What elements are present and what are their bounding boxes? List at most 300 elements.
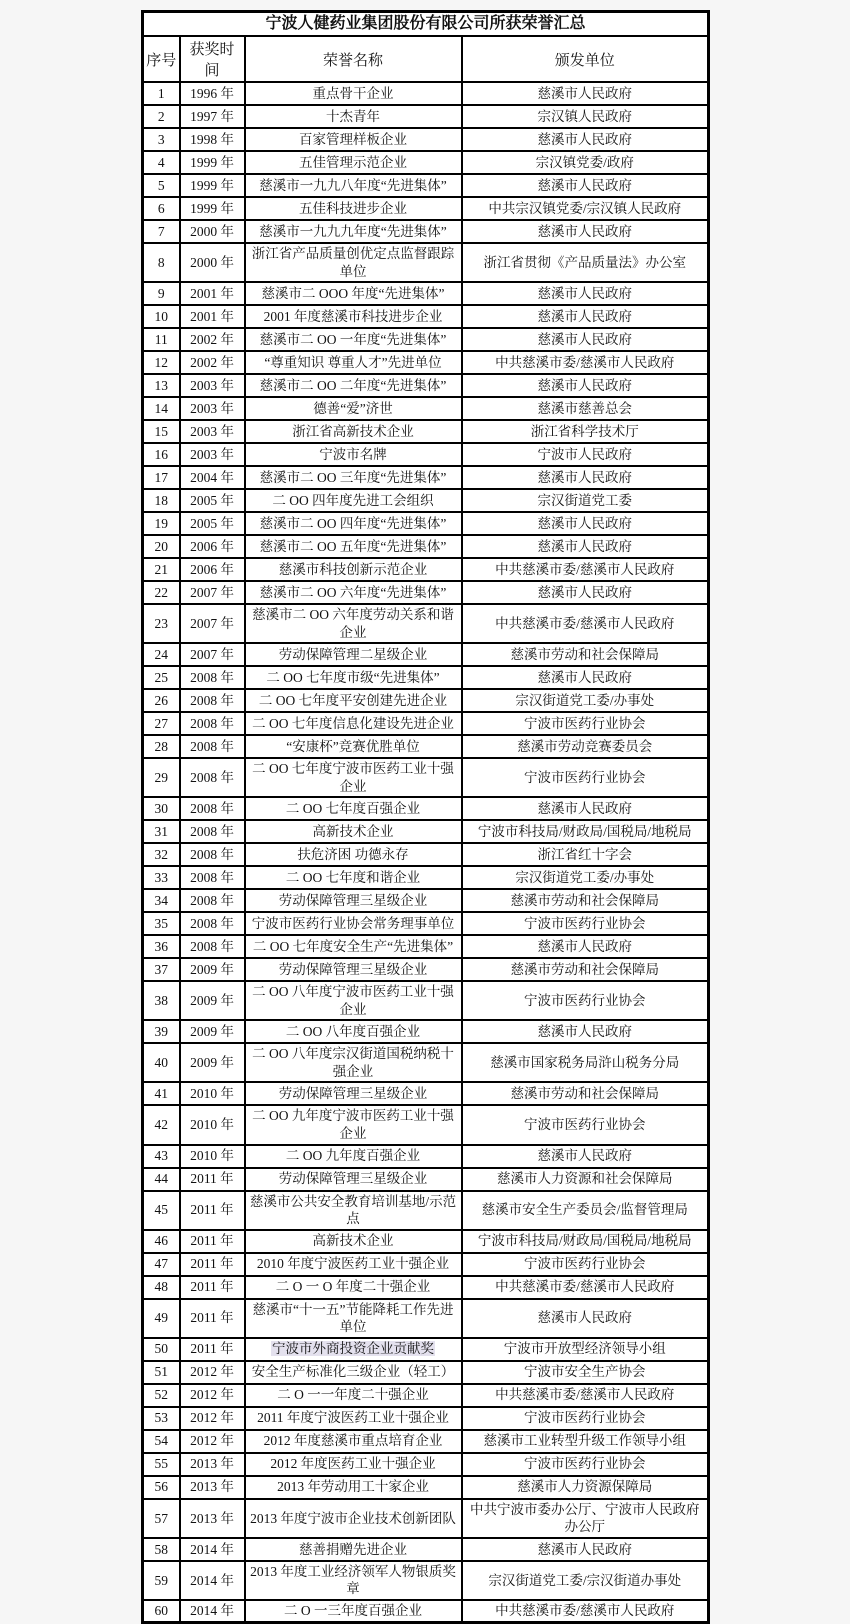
row-number-text: 30 xyxy=(154,801,168,816)
award-year-cell xyxy=(180,1538,245,1561)
issuer-cell xyxy=(462,1276,709,1299)
row-number-cell xyxy=(143,443,180,466)
table-row xyxy=(143,1043,709,1082)
issuer-cell xyxy=(462,282,709,305)
row-number-text: 15 xyxy=(154,423,168,439)
award-year-text: 2002 年 xyxy=(190,331,234,347)
honor-name-cell xyxy=(245,397,462,420)
row-number-cell xyxy=(143,174,180,197)
issuer-cell xyxy=(462,174,709,197)
table-row xyxy=(143,935,709,958)
row-number-text: 20 xyxy=(154,538,168,554)
table-row xyxy=(143,1561,709,1600)
honor-name-text: 劳动保障管理三星级企业 xyxy=(278,1086,428,1102)
award-year-cell xyxy=(180,1299,245,1338)
table-row xyxy=(143,666,709,689)
table-row xyxy=(143,489,709,512)
honor-name-text: 二 OO 七年度百强企业 xyxy=(285,801,421,816)
award-year-cell xyxy=(180,866,245,889)
honor-name-text: 劳动保障管理三星级企业 xyxy=(278,893,428,908)
row-number-text: 8 xyxy=(157,254,165,270)
issuer-text: 宁波市科技局/财政局/国税局/地税局 xyxy=(477,824,692,839)
award-year-cell xyxy=(180,1499,245,1538)
award-year-text: 2008 年 xyxy=(190,669,234,685)
issuer-cell xyxy=(462,1020,709,1043)
issuer-text: 慈溪市慈善总会 xyxy=(537,400,632,416)
honor-name-cell xyxy=(245,1538,462,1561)
issuer-cell xyxy=(462,1430,709,1453)
issuer-text: 慈溪市人民政府 xyxy=(537,285,632,301)
issuer-cell xyxy=(462,1168,709,1191)
award-year-cell xyxy=(180,981,245,1020)
issuer-text: 慈溪市人民政府 xyxy=(537,939,632,954)
issuer-cell xyxy=(462,1407,709,1430)
award-year-text: 1999 年 xyxy=(190,200,234,216)
award-year-text: 2014 年 xyxy=(190,1572,234,1588)
row-number-text: 16 xyxy=(154,446,168,462)
issuer-text: 中共慈溪市委/慈溪市人民政府 xyxy=(495,561,675,577)
issuer-text: 慈溪市人民政府 xyxy=(537,131,632,147)
column-header-honor: 荣誉名称 xyxy=(245,36,462,82)
issuer-cell xyxy=(462,243,709,282)
issuer-text: 慈溪市劳动和社会保障局 xyxy=(510,893,659,908)
row-number-cell xyxy=(143,1105,180,1144)
row-number-text: 45 xyxy=(154,1202,168,1218)
honor-name-text: “安康杯”竞赛优胜单位 xyxy=(286,738,420,754)
row-number-text: 14 xyxy=(154,400,168,416)
honor-name-text: 百家管理样板企业 xyxy=(299,131,407,147)
award-year-text: 2011 年 xyxy=(190,1341,234,1357)
honor-name-text: 宁波市医药行业协会常务理事单位 xyxy=(251,916,455,931)
honor-name-text: 德善“爱”济世 xyxy=(313,400,393,416)
issuer-text: 慈溪市劳动竞赛委员会 xyxy=(517,738,653,754)
table-row xyxy=(143,512,709,535)
table-row xyxy=(143,535,709,558)
honor-name-cell xyxy=(245,1361,462,1384)
issuer-text: 慈溪市劳动和社会保障局 xyxy=(510,1086,659,1102)
table-row xyxy=(143,351,709,374)
award-year-text: 2011 年 xyxy=(190,1202,234,1218)
row-number-cell xyxy=(143,1561,180,1600)
honor-name-cell xyxy=(245,1299,462,1338)
award-year-text: 2005 年 xyxy=(190,492,234,508)
award-year-text: 2008 年 xyxy=(190,824,234,839)
table-row xyxy=(143,151,709,174)
honor-name-cell xyxy=(245,1600,462,1623)
honor-name-cell xyxy=(245,282,462,305)
issuer-cell xyxy=(462,643,709,666)
issuer-cell xyxy=(462,351,709,374)
honor-name-cell xyxy=(245,1407,462,1430)
table-row xyxy=(143,1145,709,1168)
issuer-text: 宗汉街道党工委/宗汉街道办事处 xyxy=(488,1572,682,1588)
award-year-text: 2013 年 xyxy=(190,1479,234,1495)
honor-name-cell xyxy=(245,558,462,581)
row-number-text: 25 xyxy=(154,669,168,685)
row-number-cell xyxy=(143,820,180,843)
row-number-cell xyxy=(143,128,180,151)
honor-name-cell xyxy=(245,1561,462,1600)
award-year-cell xyxy=(180,666,245,689)
honor-name-text: 慈溪市一九九九年度“先进集体” xyxy=(259,223,447,239)
issuer-text: 慈溪市工业转型升级工作领导小组 xyxy=(483,1433,686,1449)
award-year-cell xyxy=(180,351,245,374)
honor-name-cell xyxy=(245,797,462,820)
row-number-text: 11 xyxy=(154,331,168,347)
award-year-text: 2008 年 xyxy=(190,870,234,885)
award-year-cell xyxy=(180,1253,245,1276)
row-number-cell xyxy=(143,1453,180,1476)
issuer-cell xyxy=(462,1600,709,1623)
row-number-text: 49 xyxy=(154,1310,168,1326)
honor-name-text: 2013 年度宁波市企业技术创新团队 xyxy=(250,1510,456,1526)
table-row xyxy=(143,466,709,489)
award-year-text: 2004 年 xyxy=(190,469,234,485)
issuer-cell xyxy=(462,1338,709,1361)
award-year-cell xyxy=(180,397,245,420)
issuer-cell xyxy=(462,604,709,643)
issuer-cell xyxy=(462,1499,709,1538)
honor-name-text: 宁波市名牌 xyxy=(319,446,387,462)
honor-name-cell xyxy=(245,735,462,758)
honor-name-text: 二 OO 七年度信息化建设先进企业 xyxy=(252,715,454,731)
award-year-cell xyxy=(180,912,245,935)
row-number-cell xyxy=(143,1082,180,1105)
honor-name-cell xyxy=(245,1253,462,1276)
honor-name-text: 慈溪市二 OOO 年度“先进集体” xyxy=(261,285,445,301)
issuer-text: 宁波市安全生产协会 xyxy=(524,1364,646,1380)
issuer-text: 慈溪市人民政府 xyxy=(537,85,632,101)
honor-name-cell xyxy=(245,912,462,935)
table-row xyxy=(143,643,709,666)
row-number-cell xyxy=(143,374,180,397)
award-year-text: 2012 年 xyxy=(190,1410,234,1426)
row-number-text: 34 xyxy=(154,893,168,908)
award-year-cell xyxy=(180,512,245,535)
honor-name-cell xyxy=(245,535,462,558)
table-row xyxy=(143,1168,709,1191)
issuer-cell xyxy=(462,489,709,512)
award-year-cell xyxy=(180,643,245,666)
honor-name-cell xyxy=(245,689,462,712)
table-row xyxy=(143,1430,709,1453)
award-year-cell xyxy=(180,1145,245,1168)
issuer-text: 宁波市医药行业协会 xyxy=(524,1117,646,1133)
issuer-text: 慈溪市人力资源保障局 xyxy=(517,1479,653,1495)
issuer-cell xyxy=(462,1230,709,1253)
award-year-cell xyxy=(180,735,245,758)
award-year-cell xyxy=(180,1338,245,1361)
honor-name-text: 慈溪市一九九八年度“先进集体” xyxy=(259,177,447,193)
table-title: 宁波人健药业集团股份有限公司所获荣誉汇总 xyxy=(143,12,709,37)
table-row xyxy=(143,558,709,581)
table-row xyxy=(143,282,709,305)
honor-name-cell xyxy=(245,1499,462,1538)
issuer-cell xyxy=(462,758,709,797)
award-year-text: 2012 年 xyxy=(190,1387,234,1403)
table-row xyxy=(143,735,709,758)
row-number-text: 57 xyxy=(154,1510,168,1526)
row-number-cell xyxy=(143,1191,180,1230)
award-year-cell xyxy=(180,889,245,912)
honor-name-cell xyxy=(245,328,462,351)
row-number-text: 7 xyxy=(157,223,165,239)
award-year-cell xyxy=(180,797,245,820)
award-year-cell xyxy=(180,1276,245,1299)
award-year-cell xyxy=(180,958,245,981)
table-row xyxy=(143,82,709,105)
award-year-text: 2008 年 xyxy=(190,738,234,754)
honor-name-text: 慈溪市科技创新示范企业 xyxy=(278,561,428,577)
table-row xyxy=(143,820,709,843)
issuer-text: 宁波市医药行业协会 xyxy=(524,1456,646,1472)
table-row xyxy=(143,758,709,797)
award-year-text: 2010 年 xyxy=(190,1117,234,1133)
award-year-text: 2009 年 xyxy=(190,1024,234,1040)
award-year-text: 1997 年 xyxy=(190,108,234,124)
row-number-cell xyxy=(143,282,180,305)
row-number-cell xyxy=(143,1230,180,1253)
award-year-cell xyxy=(180,197,245,220)
issuer-cell xyxy=(462,866,709,889)
row-number-cell xyxy=(143,1407,180,1430)
table-row xyxy=(143,443,709,466)
honor-name-cell xyxy=(245,243,462,282)
honor-name-cell xyxy=(245,1276,462,1299)
issuer-cell xyxy=(462,512,709,535)
honor-name-cell xyxy=(245,758,462,797)
issuer-text: 慈溪市安全生产委员会/监督管理局 xyxy=(481,1202,688,1218)
issuer-cell xyxy=(462,735,709,758)
award-year-cell xyxy=(180,558,245,581)
row-number-text: 1 xyxy=(157,85,165,101)
issuer-text: 宁波市医药行业协会 xyxy=(524,916,646,931)
table-row xyxy=(143,912,709,935)
honor-name-text: 劳动保障管理三星级企业 xyxy=(278,962,428,977)
row-number-text: 40 xyxy=(154,1055,168,1071)
honor-name-text: 二 OO 九年度百强企业 xyxy=(285,1148,421,1164)
honor-name-text: 重点骨干企业 xyxy=(312,85,394,101)
honor-name-text: 十杰青年 xyxy=(326,108,380,124)
issuer-text: 中共慈溪市委/慈溪市人民政府 xyxy=(495,1603,675,1619)
honor-name-text: 二 OO 七年度平安创建先进企业 xyxy=(258,692,448,708)
award-year-cell xyxy=(180,843,245,866)
issuer-text: 慈溪市人民政府 xyxy=(537,584,632,600)
honor-name-text: 五佳管理示范企业 xyxy=(299,154,407,170)
honor-name-text: 慈溪市二 OO 一年度“先进集体” xyxy=(259,331,447,347)
honor-name-cell xyxy=(245,712,462,735)
honor-name-text: “尊重知识 尊重人才”先进单位 xyxy=(264,354,442,370)
honor-name-text: 高新技术企业 xyxy=(312,824,394,839)
honor-name-text: 慈溪市二 OO 六年度“先进集体” xyxy=(259,584,447,600)
honor-name-text: 浙江省产品质量创优定点监督跟踪单位 xyxy=(251,246,455,279)
award-year-cell xyxy=(180,1020,245,1043)
table-row xyxy=(143,1276,709,1299)
row-number-text: 24 xyxy=(154,646,168,662)
issuer-text: 慈溪市劳动和社会保障局 xyxy=(510,962,659,977)
table-row xyxy=(143,843,709,866)
honor-name-text: 二 OO 九年度宁波市医药工业十强企业 xyxy=(252,1108,454,1142)
award-year-cell xyxy=(180,1082,245,1105)
issuer-text: 宁波市人民政府 xyxy=(537,446,632,462)
issuer-cell xyxy=(462,305,709,328)
honor-name-cell xyxy=(245,174,462,197)
award-year-cell xyxy=(180,243,245,282)
table-row xyxy=(143,374,709,397)
honor-name-cell xyxy=(245,1384,462,1407)
honor-name-text: 慈溪市二 OO 五年度“先进集体” xyxy=(259,538,447,554)
table-row xyxy=(143,1407,709,1430)
honor-name-text: 二 OO 七年度市级“先进集体” xyxy=(266,669,440,685)
issuer-cell xyxy=(462,912,709,935)
row-number-cell xyxy=(143,735,180,758)
issuer-cell xyxy=(462,843,709,866)
row-number-text: 28 xyxy=(154,738,168,754)
honor-name-cell xyxy=(245,820,462,843)
award-year-text: 2007 年 xyxy=(190,615,234,631)
honor-name-text: 2013 年度工业经济领军人物银质奖章 xyxy=(250,1563,456,1597)
honor-name-cell xyxy=(245,1145,462,1168)
row-number-cell xyxy=(143,797,180,820)
table-row xyxy=(143,889,709,912)
row-number-cell xyxy=(143,581,180,604)
row-number-text: 9 xyxy=(157,285,165,301)
issuer-text: 宁波市医药行业协会 xyxy=(524,715,646,731)
honor-name-cell xyxy=(245,1476,462,1499)
award-year-text: 2008 年 xyxy=(190,801,234,816)
honor-name-cell xyxy=(245,151,462,174)
honor-name-text: 扶危济困 功德永存 xyxy=(297,847,409,862)
row-number-cell xyxy=(143,958,180,981)
honor-name-text: 2010 年度宁波医药工业十强企业 xyxy=(256,1256,450,1272)
table-row xyxy=(143,1105,709,1144)
row-number-text: 10 xyxy=(154,308,168,324)
award-year-cell xyxy=(180,105,245,128)
issuer-text: 中共慈溪市委/慈溪市人民政府 xyxy=(495,1279,675,1295)
row-number-cell xyxy=(143,712,180,735)
row-number-text: 52 xyxy=(154,1387,168,1403)
issuer-text: 慈溪市人民政府 xyxy=(537,801,632,816)
award-year-text: 2008 年 xyxy=(190,893,234,908)
row-number-cell xyxy=(143,1168,180,1191)
award-year-cell xyxy=(180,1230,245,1253)
award-year-cell xyxy=(180,466,245,489)
row-number-cell xyxy=(143,604,180,643)
table-body xyxy=(143,82,709,1623)
award-year-text: 1999 年 xyxy=(190,177,234,193)
row-number-text: 32 xyxy=(154,847,168,862)
issuer-cell xyxy=(462,535,709,558)
table-row xyxy=(143,1230,709,1253)
row-number-cell xyxy=(143,489,180,512)
issuer-text: 浙江省科学技术厅 xyxy=(530,423,639,439)
column-header-issuer: 颁发单位 xyxy=(462,36,709,82)
award-year-text: 2009 年 xyxy=(190,962,234,977)
issuer-cell xyxy=(462,105,709,128)
award-year-cell xyxy=(180,282,245,305)
row-number-text: 48 xyxy=(154,1279,168,1295)
honors-table xyxy=(141,10,710,1624)
honor-name-cell xyxy=(245,666,462,689)
table-row xyxy=(143,958,709,981)
row-number-text: 12 xyxy=(154,354,168,370)
table-row xyxy=(143,1499,709,1538)
table-header-row xyxy=(143,36,709,82)
issuer-text: 宁波市医药行业协会 xyxy=(524,1256,646,1272)
award-year-cell xyxy=(180,1105,245,1144)
row-number-cell xyxy=(143,866,180,889)
issuer-text: 中共慈溪市委/慈溪市人民政府 xyxy=(495,354,675,370)
row-number-text: 4 xyxy=(157,154,165,170)
issuer-text: 慈溪市劳动和社会保障局 xyxy=(510,646,659,662)
row-number-text: 23 xyxy=(154,615,168,631)
row-number-cell xyxy=(143,758,180,797)
issuer-text: 慈溪市人民政府 xyxy=(537,1541,632,1557)
honor-name-cell xyxy=(245,512,462,535)
row-number-cell xyxy=(143,1538,180,1561)
award-year-text: 2011 年 xyxy=(190,1256,234,1272)
row-number-cell xyxy=(143,889,180,912)
award-year-cell xyxy=(180,1168,245,1191)
table-row xyxy=(143,1082,709,1105)
award-year-cell xyxy=(180,1361,245,1384)
row-number-text: 54 xyxy=(154,1433,168,1449)
row-number-cell xyxy=(143,935,180,958)
award-year-cell xyxy=(180,420,245,443)
row-number-text: 59 xyxy=(154,1572,168,1588)
issuer-text: 宁波市科技局/财政局/国税局/地税局 xyxy=(477,1233,692,1249)
issuer-text: 慈溪市人民政府 xyxy=(537,331,632,347)
honor-name-text: 二 OO 七年度安全生产“先进集体” xyxy=(252,939,454,954)
table-row xyxy=(143,397,709,420)
row-number-cell xyxy=(143,420,180,443)
honor-name-cell xyxy=(245,420,462,443)
issuer-text: 宁波市医药行业协会 xyxy=(524,1410,646,1426)
issuer-cell xyxy=(462,1145,709,1168)
award-year-cell xyxy=(180,604,245,643)
row-number-cell xyxy=(143,151,180,174)
honor-name-cell xyxy=(245,1043,462,1082)
award-year-text: 2003 年 xyxy=(190,400,234,416)
table-row xyxy=(143,689,709,712)
honor-name-cell xyxy=(245,374,462,397)
row-number-cell xyxy=(143,1338,180,1361)
row-number-text: 35 xyxy=(154,916,168,931)
table-row xyxy=(143,128,709,151)
issuer-text: 宗汉街道党工委 xyxy=(537,492,632,508)
award-year-text: 2009 年 xyxy=(190,993,234,1009)
row-number-text: 41 xyxy=(154,1086,168,1102)
issuer-text: 中共慈溪市委/慈溪市人民政府 xyxy=(495,615,675,631)
row-number-cell xyxy=(143,843,180,866)
award-year-cell xyxy=(180,712,245,735)
table-row xyxy=(143,797,709,820)
row-number-text: 21 xyxy=(154,561,168,577)
honor-name-text: 浙江省高新技术企业 xyxy=(292,423,414,439)
honor-name-cell xyxy=(245,1191,462,1230)
row-number-text: 36 xyxy=(154,939,168,954)
award-year-text: 2007 年 xyxy=(190,646,234,662)
honor-name-text: 慈溪市二 OO 二年度“先进集体” xyxy=(259,377,447,393)
row-number-text: 38 xyxy=(154,993,168,1009)
row-number-text: 6 xyxy=(157,200,165,216)
column-header-year: 获奖时间 xyxy=(180,36,245,82)
issuer-cell xyxy=(462,197,709,220)
row-number-text: 39 xyxy=(154,1024,168,1040)
award-year-text: 2000 年 xyxy=(190,223,234,239)
issuer-cell xyxy=(462,1043,709,1082)
table-title-row xyxy=(143,12,709,37)
